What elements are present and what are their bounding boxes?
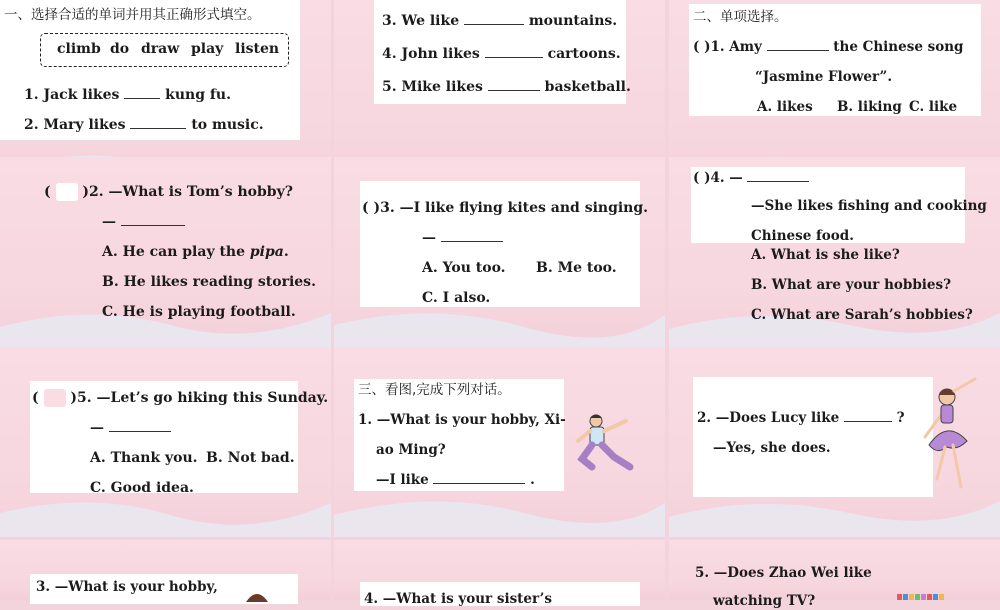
word-do: do bbox=[110, 41, 130, 57]
question-text: 2. —Does Lucy like bbox=[697, 410, 840, 426]
option-b: B. liking bbox=[837, 99, 902, 115]
question-text: 2. Mary likes bbox=[24, 117, 126, 133]
section-heading: 一、选择合适的单词并用其正确形式填空。 bbox=[4, 7, 261, 23]
answer-box[interactable] bbox=[44, 389, 66, 407]
option-a: A. What is she like? bbox=[751, 247, 900, 263]
option-c: C. like bbox=[909, 99, 958, 115]
word-draw: draw bbox=[141, 41, 180, 57]
paren-open: ( bbox=[44, 184, 51, 200]
question-text: ao Ming? bbox=[376, 442, 446, 458]
section-heading: 二、单项选择。 bbox=[693, 9, 788, 25]
slide-6 bbox=[669, 157, 1000, 349]
question-text: 3. We like bbox=[382, 13, 460, 29]
option-text: A. He can play the bbox=[102, 244, 250, 260]
option-b: B. Not bad. bbox=[206, 450, 295, 466]
section-heading: 三、看图,完成下列对话。 bbox=[358, 382, 511, 398]
question-1 bbox=[24, 86, 231, 104]
answer-blank[interactable] bbox=[488, 90, 540, 91]
question-1 bbox=[693, 38, 963, 56]
slide-9 bbox=[669, 347, 1000, 537]
question-3: ( )3. —I like flying kites and singing. bbox=[362, 200, 649, 216]
answer-blank[interactable] bbox=[433, 483, 525, 484]
question-text: the Chinese song bbox=[833, 39, 964, 55]
question-text: 1. —What is your hobby, Xi- bbox=[358, 412, 566, 428]
option-c: C. He is playing football. bbox=[102, 304, 296, 320]
question-text: kung fu. bbox=[165, 87, 231, 103]
reply-line bbox=[422, 229, 503, 247]
reply-line: —I like . bbox=[376, 472, 535, 488]
question-text: Chinese food. bbox=[751, 228, 854, 244]
content-box bbox=[693, 377, 933, 497]
question-text: watching TV? bbox=[713, 593, 816, 609]
slide-4 bbox=[0, 157, 331, 349]
dash: — bbox=[102, 214, 116, 230]
answer-blank[interactable] bbox=[441, 241, 503, 242]
slide-11 bbox=[334, 540, 665, 607]
question-text: —I like bbox=[376, 472, 429, 488]
question-3: 3. —What is your hobby, bbox=[36, 579, 218, 595]
option-a bbox=[102, 243, 289, 261]
answer-blank[interactable] bbox=[485, 57, 543, 58]
question-5 bbox=[32, 389, 328, 407]
option-b: B. What are your hobbies? bbox=[751, 277, 952, 293]
option-text: . bbox=[283, 244, 289, 260]
option-a: A. likes bbox=[757, 99, 813, 115]
question-text: )2. —What is Tom’s hobby? bbox=[82, 184, 293, 200]
option-c: C. Good idea. bbox=[90, 480, 194, 496]
answer-blank[interactable] bbox=[844, 421, 892, 422]
question-text: to music. bbox=[191, 117, 264, 133]
question-5 bbox=[382, 78, 631, 96]
question-text: 5. Mike likes bbox=[382, 79, 483, 95]
answer-blank[interactable] bbox=[767, 50, 829, 51]
dash: — bbox=[90, 420, 104, 436]
question-text: )5. —Let’s go hiking this Sunday. bbox=[70, 390, 329, 406]
answer-blank[interactable] bbox=[109, 431, 171, 432]
option-a: A. Thank you. bbox=[90, 450, 198, 466]
question-4: 4. —What is your sister’s bbox=[364, 591, 552, 607]
reply-line bbox=[90, 419, 171, 437]
slide-8 bbox=[334, 347, 665, 537]
question-text: 4. John likes bbox=[382, 46, 480, 62]
answer-text: —Yes, she does. bbox=[713, 440, 831, 456]
question-2 bbox=[24, 116, 264, 134]
character-illustration bbox=[244, 590, 270, 602]
option-c: C. I also. bbox=[422, 290, 491, 306]
paren-open: ( bbox=[32, 390, 39, 406]
question-text: —She likes fishing and cooking bbox=[751, 198, 987, 214]
dash: — bbox=[422, 230, 436, 246]
slide-5 bbox=[334, 157, 665, 349]
answer-blank[interactable] bbox=[130, 128, 186, 129]
slide-7 bbox=[0, 347, 331, 537]
question-text: cartoons. bbox=[547, 46, 621, 62]
word-listen: listen bbox=[235, 41, 280, 57]
question-text: mountains. bbox=[528, 13, 618, 29]
question-text: basketball. bbox=[544, 79, 631, 95]
answer-box[interactable] bbox=[56, 183, 78, 201]
question-2 bbox=[697, 409, 905, 427]
word-play: play bbox=[191, 41, 224, 57]
answer-blank[interactable] bbox=[121, 225, 185, 226]
word-climb: climb bbox=[57, 41, 101, 57]
question-3 bbox=[382, 12, 617, 30]
question-text: 1. Jack likes bbox=[24, 87, 120, 103]
word-bank bbox=[40, 33, 289, 67]
question-4 bbox=[693, 169, 809, 187]
kung-fu-boy-illustration bbox=[574, 411, 640, 477]
option-b: B. Me too. bbox=[536, 260, 617, 276]
dancing-girl-illustration bbox=[917, 375, 987, 495]
slide-10 bbox=[0, 540, 331, 600]
option-c: C. What are Sarah’s hobbies? bbox=[751, 307, 973, 323]
answer-blank[interactable] bbox=[464, 24, 524, 25]
question-text: ? bbox=[896, 410, 905, 426]
option-a: A. You too. bbox=[422, 260, 506, 276]
question-text: ( )4. — bbox=[693, 170, 743, 186]
question-4 bbox=[382, 45, 621, 63]
reply-line bbox=[102, 213, 185, 231]
question-2 bbox=[44, 183, 293, 201]
answer-blank[interactable] bbox=[747, 181, 809, 182]
option-text-italic: pipa bbox=[249, 244, 284, 260]
question-5: 5. —Does Zhao Wei like bbox=[695, 565, 872, 581]
answer-blank[interactable] bbox=[124, 98, 160, 99]
question-text: “Jasmine Flower”. bbox=[755, 69, 893, 85]
slide-12 bbox=[669, 540, 1000, 609]
books-illustration bbox=[897, 594, 969, 600]
question-text: ( )1. Amy bbox=[693, 39, 762, 55]
option-b: B. He likes reading stories. bbox=[102, 274, 316, 290]
